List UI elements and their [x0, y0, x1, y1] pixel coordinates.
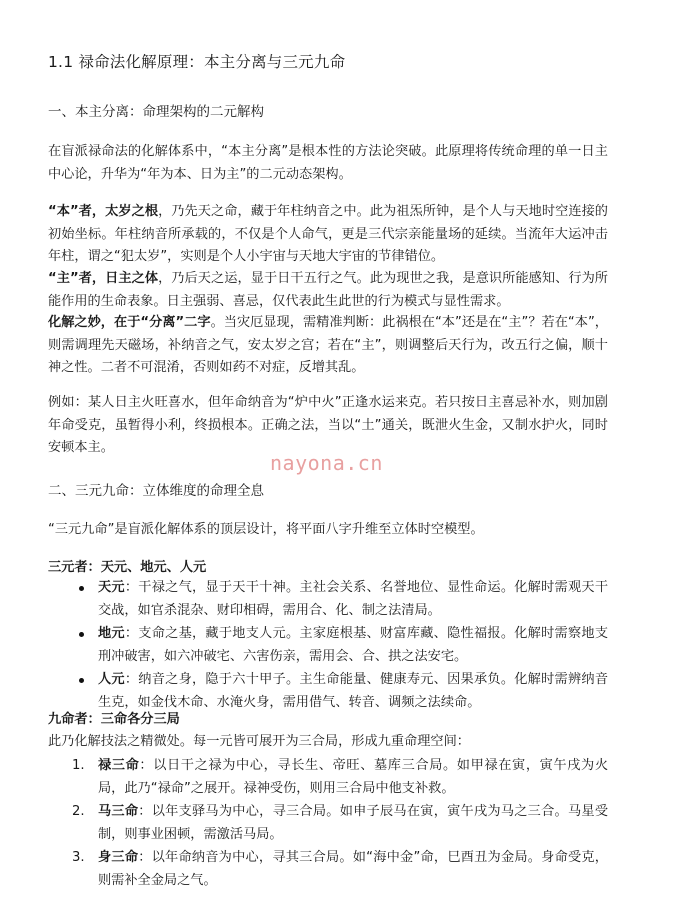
ben-bold: “本”者，太岁之根: [48, 204, 159, 219]
list-item-text: ：以日干之禄为中心，寻长生、帝旺、墓库三合局。如甲禄在寅，寅午戌为火局，此乃“禄命”之展开。禄神受伤，则用三合局中他支补救。: [98, 758, 609, 796]
section2-intro: “三元九命”是盲派化解体系的顶层设计，将平面八字升维至立体时空模型。: [48, 522, 484, 537]
list-item-text: ：支命之基，藏于地支人元。主家庭根基、财富库藏、隐性福报。化解时需察地支刑冲破害，如六冲破宅、六害伤亲，需用会、合、拱之法安宅。: [98, 626, 609, 664]
list-item-label: 地元: [98, 626, 125, 642]
bullet-icon: [79, 678, 84, 683]
jiuming-heading: [48, 709, 608, 732]
list-item-number: 1.: [72, 758, 85, 773]
list-item: [48, 847, 608, 892]
sanyuan-list: [48, 577, 608, 716]
list-item-label: 人元: [98, 672, 125, 688]
miao-text: 。当灾厄显现，需精准判断：此祸根在“本”还是在“主”？若在“本”，则需调理先天磁场，补纳音之气，安太岁之宫；若在“主”，则调整后天行为，改五行之偏，顺十神之性。二者不可混淆，否则如药不对症，反增其乱。: [48, 315, 608, 376]
bullet-icon: [79, 632, 84, 637]
zhu-bold: “主”者，日主之体: [48, 271, 159, 286]
list-item: [48, 669, 608, 714]
jiuming-intro: 此乃化解技法之精微处。每一元皆可展开为三合局，形成九重命理空间：: [48, 734, 470, 749]
sanyuan-heading-text: 三元者：天元、地元、人元: [48, 560, 207, 575]
list-item: [48, 801, 608, 846]
zhu-text: ，乃后天之运，显于日干五行之气。此为现世之我，是意识所能感知、行为所能作用的生命表象。日主强弱、喜忌，仅代表此生此世的行为模式与显性需求。: [48, 271, 608, 309]
bullet-icon: [79, 586, 84, 591]
section1-heading: 一、本主分离：命理架构的二元解构: [48, 104, 264, 120]
jiuming-heading-text: 九命者：三命各分三局: [48, 712, 180, 727]
list-item-text: ：纳音之身，隐于六十甲子。主生命能量、健康寿元、因果承负。化解时需辨纳音生克，如金伐木命、水淹火身，需用借气、转音、调频之法续命。: [98, 672, 609, 710]
example-paragraph: 例如：某人日主火旺喜水，但年命纳音为“炉中火”正逢水运来克。若只按日主喜忌补水，则加剧年命受克，虽暂得小利，终损根本。正确之法，当以“土”通关，既泄火生金，又制水护火，同时安顿本主。: [48, 395, 608, 456]
watermark: nayona.cn: [270, 451, 383, 475]
list-item-label: 身三命: [98, 850, 139, 866]
miao-bold: 化解之妙，在于“分离”二字: [48, 315, 211, 330]
section1-intro: 在盲派禄命法的化解体系中，“本主分离”是根本性的方法论突破。此原理将传统命理的单一日主中心论，升华为“年为本、日为主”的二元动态架构。: [48, 144, 608, 182]
list-item: [48, 577, 608, 622]
zhu-paragraph: [48, 268, 608, 313]
list-item-number: 2.: [72, 804, 85, 820]
list-item-text: ：以年支驿马为中心，寻三合局。如申子辰马在寅，寅午戌为马之三合。马星受制，则事业困顿，需激活马局。: [98, 804, 609, 842]
ben-text: ，乃先天之命，藏于年柱纳音之中。此为祖炁所钟，是个人与天地时空连接的初始坐标。年柱纳音所承载的，不仅是个人命气，更是三代宗亲能量场的延续。当流年大运冲击年柱，谓之“犯太岁”，实则是个人小宇宙与天地大宇宙的节律错位。: [48, 204, 608, 265]
list-item-text: ：干禄之气，显于天干十神。主社会关系、名誉地位、显性命运。化解时需观天干交战，如官杀混杂、财印相碍，需用合、化、制之法清局。: [98, 580, 609, 618]
section2-heading: 二、三元九命：立体维度的命理全息: [48, 483, 264, 499]
list-item-label: 马三命: [98, 804, 139, 820]
list-item: [48, 623, 608, 668]
list-item-label: 禄三命: [98, 758, 140, 773]
ben-paragraph: [48, 201, 608, 269]
page-title: 1.1 禄命法化解原理：本主分离与三元九命: [48, 53, 346, 71]
list-item-number: 3.: [72, 850, 85, 866]
miao-paragraph: [48, 312, 608, 380]
list-item: [48, 755, 608, 800]
list-item-label: 天元: [98, 580, 125, 595]
jiuming-list: [48, 755, 608, 894]
list-item-text: ：以年命纳音为中心，寻其三合局。如“海中金”命，巳酉丑为金局。身命受克，则需补全金局之气。: [98, 850, 608, 888]
